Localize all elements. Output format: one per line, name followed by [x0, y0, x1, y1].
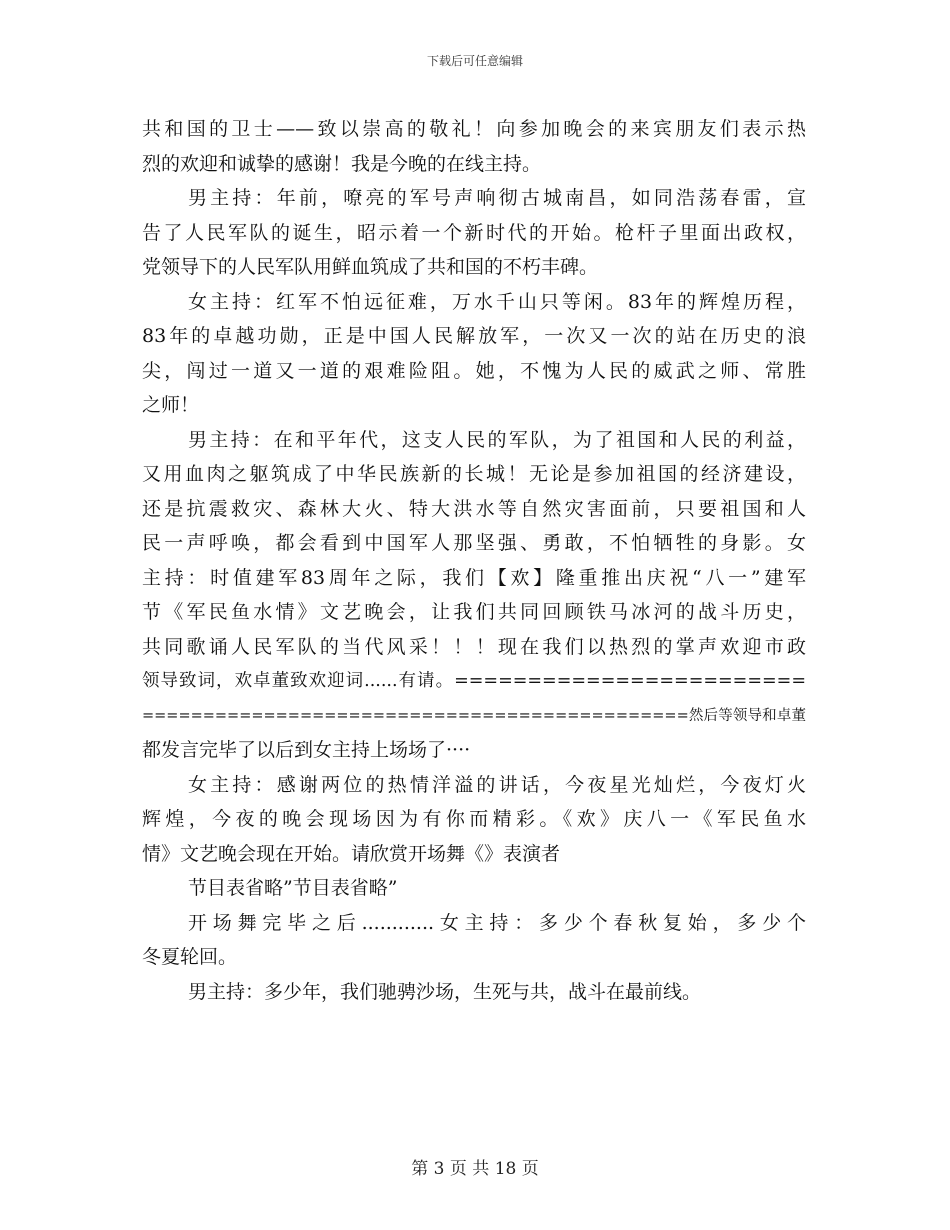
text-line: 又用血肉之躯筑成了中华民族新的长城！无论是参加祖国的经济建设， [142, 463, 806, 485]
text-line: 主持：时值建军83周年之际，我们【欢】隆重推出庆祝“八一”建军 [142, 566, 806, 589]
text-line: 尖，闯过一道又一道的艰难险阻。她，不愧为人民的威武之师、常胜 [142, 359, 806, 382]
text-line: 共和国的卫士——致以崇高的敬礼！向参加晚会的来宾朋友们表示热 [142, 118, 806, 140]
text-line: 冬夏轮回。 [142, 946, 238, 968]
text-line: 都发言完毕了以后到女主持上场场了···· [142, 739, 471, 761]
text-line: 开场舞完毕之后............女主持：多少个春秋复始，多少个 [188, 911, 806, 934]
text-line: 男主持：在和平年代，这支人民的军队，为了祖国和人民的利益， [188, 428, 806, 451]
text-line: =============================================然后等领导和卓董 [142, 707, 806, 724]
text-line: 男主持：多少年，我们驰骋沙场，生死与共，战斗在最前线。 [188, 980, 702, 1003]
text-line: 女主持：感谢两位的热情洋溢的讲话，今夜星光灿烂，今夜灯火 [188, 773, 806, 796]
document-body [142, 112, 806, 1009]
text-line: 节《军民鱼水情》文艺晚会，让我们共同回顾铁马冰河的战斗历史， [142, 601, 806, 623]
text-line: 告了人民军队的诞生，昭示着一个新时代的开始。枪杆子里面出政权， [142, 221, 806, 244]
text-line: 领导致词，欢卓董致欢迎词......有请。======================== [142, 671, 806, 691]
page-header-note: 下载后可任意编辑 [426, 54, 523, 68]
text-line: 男主持：年前，嘹亮的军号声响彻古城南昌，如同浩荡春雷，宣 [188, 187, 806, 209]
text-line: 共同歌诵人民军队的当代风采！！！现在我们以热烈的掌声欢迎市政 [142, 635, 806, 658]
text-line: 之师！ [142, 394, 200, 416]
text-line: 烈的欢迎和诚挚的感谢！我是今晚的在线主持。 [142, 152, 542, 175]
text-line: 女主持：红军不怕远征难，万水千山只等闲。83年的辉煌历程， [188, 290, 806, 313]
page-number: 第 3 页 共 18 页 [411, 1159, 539, 1179]
text-line: 民一声呼唤，都会看到中国军人那坚强、勇敢，不怕牺牲的身影。女 [142, 532, 806, 554]
text-line: 辉煌，今夜的晚会现场因为有你而精彩。《欢》庆八一《军民鱼水 [142, 808, 806, 830]
text-line: 还是抗震救灾、森林大火、特大洪水等自然灾害面前，只要祖国和人 [142, 497, 806, 520]
text-line: 情》文艺晚会现在开始。请欣赏开场舞《》表演者 [142, 842, 561, 865]
text-line: 党领导下的人民军队用鲜血筑成了共和国的不朽丰碑。 [142, 256, 599, 278]
text-line: 83年的卓越功勋，正是中国人民解放军，一次又一次的站在历史的浪 [142, 325, 806, 347]
text-line: 节目表省略”节目表省略” [188, 877, 398, 899]
